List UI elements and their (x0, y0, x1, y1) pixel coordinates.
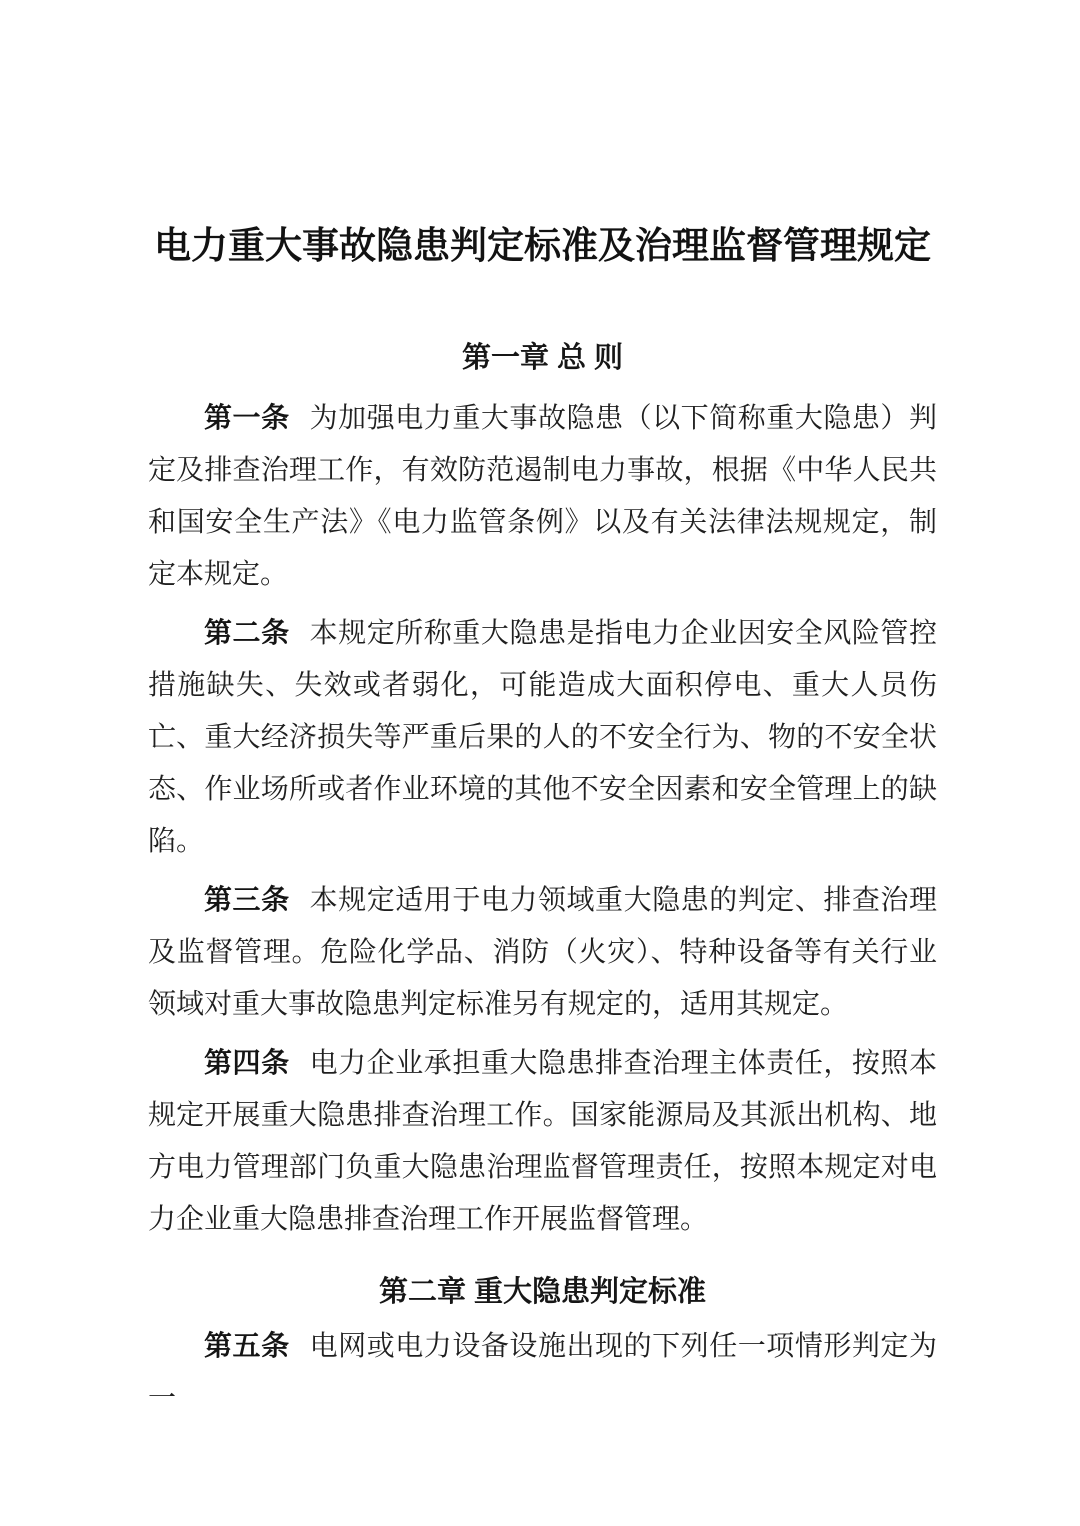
article-3-text: 本规定适用于电力领域重大隐患的判定、排查治理及监督管理。危险化学品、消防（火灾）、特种设备等有关行业领域对重大事故隐患判定标准另有规定的，适用其规定。 (148, 885, 937, 1020)
chapter-1-heading: 第一章 总 则 (461, 342, 624, 374)
chapter-2-body (148, 1320, 937, 1425)
article-1-text: 为加强电力重大事故隐患（以下简称重大隐患）判定及排查治理工作，有效防范遏制电力事故，根据《中华人民共和国安全生产法》《电力监管条例》以及有关法律法规规定，制定本规定。 (148, 403, 937, 590)
article-4 (148, 1037, 937, 1246)
article-3 (148, 874, 937, 1031)
article-1 (148, 392, 937, 601)
document-title: 电力重大事故隐患判定标准及治理监督管理规定 (154, 226, 931, 267)
article-2-text: 本规定所称重大隐患是指电力企业因安全风险管控措施缺失、失效或者弱化，可能造成大面积停电、重大人员伤亡、重大经济损失等严重后果的人的不安全行为、物的不安全状态、作业场所或者作业环境的其他不安全因素和安全管理上的缺陷。 (148, 618, 937, 857)
article-3-label: 第三条 (204, 884, 290, 915)
article-5-text: 电网或电力设备设施出现的下列任一项情形判定为一 (148, 1331, 937, 1414)
article-4-text: 电力企业承担重大隐患排查治理主体责任，按照本规定开展重大隐患排查治理工作。国家能源局及其派出机构、地方电力管理部门负重大隐患治理监督管理责任，按照本规定对电力企业重大隐患排查治理工作开展监督管理。 (148, 1048, 937, 1235)
chapter-1-body (148, 392, 937, 1246)
article-2-label: 第二条 (204, 617, 290, 648)
article-4-label: 第四条 (204, 1047, 290, 1078)
chapter-2-heading: 第二章 重大隐患判定标准 (378, 1276, 707, 1308)
article-2 (148, 607, 937, 868)
article-1-label: 第一条 (204, 402, 290, 433)
article-5 (148, 1320, 937, 1425)
article-5-label: 第五条 (204, 1330, 290, 1361)
